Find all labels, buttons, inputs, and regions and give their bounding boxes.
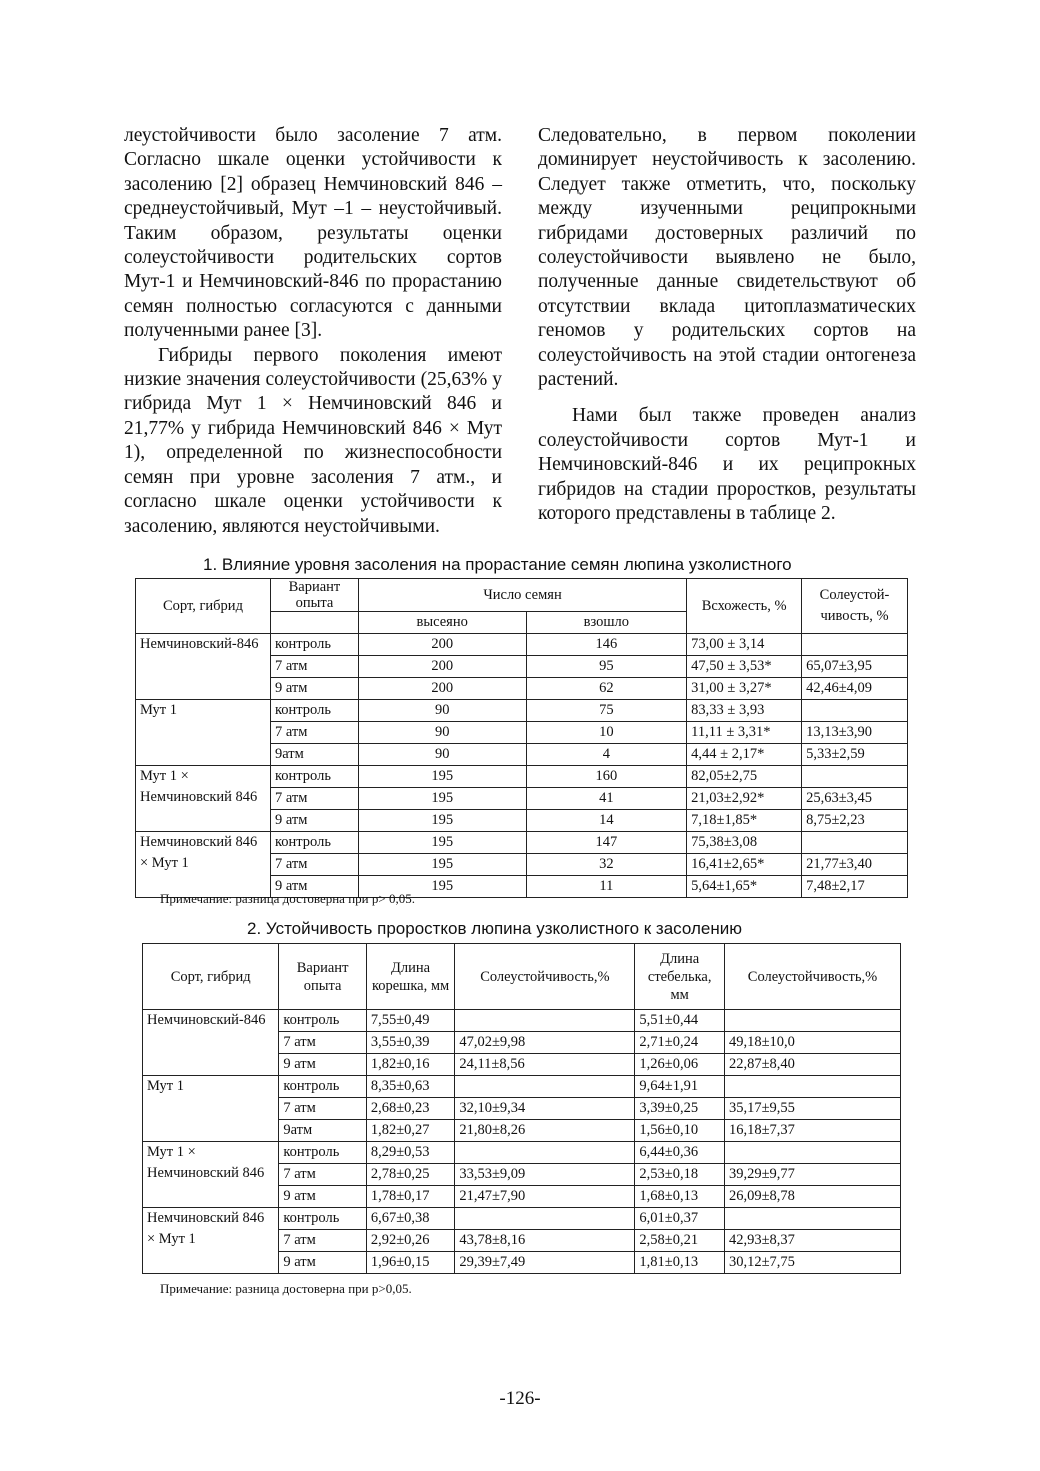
table2-stem-tolerance-cell: 42,93±8,37 [724,1230,900,1252]
table1-row [136,832,908,854]
table2-root-cell: 3,55±0,39 [366,1032,455,1054]
table2-header-stem-tolerance: Солеустойчивость,% [724,944,900,1010]
table1-variant-cell: 7 атм [270,722,358,744]
table1-tolerance-cell [802,634,908,656]
table1-header-germination: Всхожесть, % [687,579,802,634]
table2-variant-cell: 9 атм [279,1186,367,1208]
table1-variant-cell: 9 атм [270,810,358,832]
table2-header-variety: Сорт, гибрид [143,944,279,1010]
table1-tolerance-cell: 42,46±4,09 [802,678,908,700]
table1-germination-cell: 21,03±2,92* [687,788,802,810]
table2-stem-cell: 5,51±0,44 [635,1010,725,1032]
table2-root-cell: 1,96±0,15 [366,1252,455,1274]
table2-stem-cell: 1,81±0,13 [635,1252,725,1274]
table2-stem-tolerance-cell: 22,87±8,40 [724,1054,900,1076]
table2-root-cell: 8,35±0,63 [366,1076,455,1098]
table1-sown-cell: 200 [358,656,526,678]
table2-root-cell: 2,68±0,23 [366,1098,455,1120]
table1-germination-cell: 73,00 ± 3,14 [687,634,802,656]
table2-root-tolerance-cell: 47,02±9,98 [455,1032,635,1054]
table2-root-tolerance-cell [455,1208,635,1230]
table2-root-cell: 6,67±0,38 [366,1208,455,1230]
table2-header-stem: Длина стебелька, мм [635,944,725,1010]
table1-variety-cell: Мут 1 [136,700,271,766]
table1-variant-cell: контроль [270,832,358,854]
table2-stem-tolerance-cell: 26,09±8,78 [724,1186,900,1208]
table1-sprouted-cell: 10 [526,722,687,744]
table2-stem-cell: 2,53±0,18 [635,1164,725,1186]
table1-body [136,634,908,898]
table2-variant-cell: контроль [279,1010,367,1032]
table1-sown-cell: 195 [358,854,526,876]
table2-body [143,1010,901,1274]
table1-tolerance-cell: 5,33±2,59 [802,744,908,766]
table1-header-tolerance: Солеустой-чивость, % [802,579,908,634]
table1-header-seeds: Число семян [358,579,686,612]
table2-variant-cell: 7 атм [279,1098,367,1120]
table1-sprouted-cell: 146 [526,634,687,656]
table1-sprouted-cell: 95 [526,656,687,678]
table1-variety-cell: Немчиновский-846 [136,634,271,700]
table1-sown-cell: 195 [358,766,526,788]
left-text-column [124,124,502,539]
table2-variety-cell: Немчиновский-846 [143,1010,279,1076]
table2-variant-cell: 7 атм [279,1164,367,1186]
table2-root-cell: 2,92±0,26 [366,1230,455,1252]
table1-variant-cell: контроль [270,766,358,788]
table1-sown-cell: 90 [358,700,526,722]
table1-header-variant: Вариант опыта [270,579,358,612]
table1-germination-cell: 82,05±2,75 [687,766,802,788]
table1-sprouted-cell: 147 [526,832,687,854]
table2-stem-tolerance-cell: 35,17±9,55 [724,1098,900,1120]
table1-germination-cell: 5,64±1,65* [687,876,802,898]
table1-germination-cell: 47,50 ± 3,53* [687,656,802,678]
table2-variant-cell: 7 атм [279,1230,367,1252]
table2-root-cell: 8,29±0,53 [366,1142,455,1164]
table2-variant-cell: 9 атм [279,1252,367,1274]
table2-root-cell: 1,82±0,16 [366,1054,455,1076]
table2-stem-tolerance-cell: 30,12±7,75 [724,1252,900,1274]
table1-sprouted-cell: 160 [526,766,687,788]
table2-caption: 2. Устойчивость проростков люпина узколистного к засолению [247,919,742,938]
table1-tolerance-cell: 7,48±2,17 [802,876,908,898]
table1-row [136,766,908,788]
right-paragraph-1: Следовательно, в первом поколении доминирует неустойчивость к засолению. Следует также отметить, что, поскольку между изученными реципрокными гибридами достоверных различий по солеустойчивости выявлено не было, полученные данные свидетельствуют об отсутствии вклада цитоплазматических геномов у родительских сортов на солеустойчивость на этой стадии онтогенеза растений. [538,125,916,391]
table1-header-sprouted: взошло [526,612,687,634]
table2-stem-cell: 1,26±0,06 [635,1054,725,1076]
table1-tolerance-cell [802,766,908,788]
table1-variant-cell: 7 атм [270,854,358,876]
page-number: -126- [499,1388,541,1409]
table2-root-tolerance-cell: 21,47±7,90 [455,1186,635,1208]
table1-variety-cell: Немчиновский 846 × Мут 1 [136,832,271,898]
table2-root-tolerance-cell: 29,39±7,49 [455,1252,635,1274]
table1-sprouted-cell: 4 [526,744,687,766]
table2-root-cell: 7,55±0,49 [366,1010,455,1032]
table1-header-sown: высеяно [358,612,526,634]
table1-tolerance-cell: 13,13±3,90 [802,722,908,744]
table1-sown-cell: 90 [358,744,526,766]
table2-variant-cell: 7 атм [279,1032,367,1054]
table1-germination-cell: 83,33 ± 3,93 [687,700,802,722]
table2-header-row [143,944,901,1010]
table1-sown-cell: 195 [358,810,526,832]
table2-variety-cell: Мут 1 [143,1076,279,1142]
table2-root-tolerance-cell [455,1076,635,1098]
table2-root-tolerance-cell: 33,53±9,09 [455,1164,635,1186]
table2-row [143,1208,901,1230]
table1-germination-cell: 75,38±3,08 [687,832,802,854]
table1-germination-cell: 16,41±2,65* [687,854,802,876]
table1-sown-cell: 200 [358,634,526,656]
table1-tolerance-cell: 21,77±3,40 [802,854,908,876]
table2-stem-tolerance-cell: 39,29±9,77 [724,1164,900,1186]
table2-note: Примечание: разница достоверна при р>0,05. [160,1281,412,1296]
table1-sown-cell: 195 [358,876,526,898]
table1-row [136,700,908,722]
table1-variety-cell: Мут 1 × Немчиновский 846 [136,766,271,832]
table2-stem-cell: 6,01±0,37 [635,1208,725,1230]
table2-stem-cell: 1,56±0,10 [635,1120,725,1142]
table1-variant-cell: 9 атм [270,678,358,700]
table2-row [143,1010,901,1032]
table2-variant-cell: 9атм [279,1120,367,1142]
table1-tolerance-cell [802,700,908,722]
table1-sprouted-cell: 11 [526,876,687,898]
table1-tolerance-cell [802,832,908,854]
table1-variant-cell: контроль [270,634,358,656]
table1 [135,578,908,898]
table1-sown-cell: 200 [358,678,526,700]
table1-sprouted-cell: 32 [526,854,687,876]
table2-stem-cell: 3,39±0,25 [635,1098,725,1120]
table1-sown-cell: 90 [358,722,526,744]
table1-note: Примечание: разница достоверна при р> 0,05. [160,891,415,906]
table2-stem-tolerance-cell [724,1142,900,1164]
table2-variety-cell: Немчиновский 846 × Мут 1 [143,1208,279,1274]
table1-variant-cell: 7 атм [270,788,358,810]
table1-row [136,634,908,656]
table1-tolerance-cell: 25,63±3,45 [802,788,908,810]
table2-variant-cell: 9 атм [279,1054,367,1076]
table2-stem-tolerance-cell [724,1208,900,1230]
table1-header-variety: Сорт, гибрид [136,579,271,634]
table1-germination-cell: 31,00 ± 3,27* [687,678,802,700]
table2-stem-cell: 2,71±0,24 [635,1032,725,1054]
table2 [142,943,901,1274]
table1-variant-cell: 9 атм [270,876,358,898]
table2-header-root-tolerance: Солеустойчивость,% [455,944,635,1010]
table1-sprouted-cell: 41 [526,788,687,810]
table1-tolerance-cell: 65,07±3,95 [802,656,908,678]
table2-variant-cell: контроль [279,1142,367,1164]
table1-germination-cell: 11,11 ± 3,31* [687,722,802,744]
table2-stem-tolerance-cell [724,1010,900,1032]
table2-root-tolerance-cell: 43,78±8,16 [455,1230,635,1252]
table1-tolerance-cell: 8,75±2,23 [802,810,908,832]
table1-sprouted-cell: 62 [526,678,687,700]
table2-stem-tolerance-cell: 16,18±7,37 [724,1120,900,1142]
table1-variant-cell: 9атм [270,744,358,766]
table2-variety-cell: Мут 1 × Немчиновский 846 [143,1142,279,1208]
table1-germination-cell: 4,44 ± 2,17* [687,744,802,766]
right-text-column [538,124,916,527]
left-paragraph-1: леустойчивости было засоление 7 атм. Согласно шкале оценки устойчивости к засолению [2] образец Немчиновский 846 – среднеустойчивый, Мут –1 – неустойчивый. Таким образом, результаты оценки солеустойчивости родительских сортов Мут-1 и Немчиновский-846 по прорастанию семян полностью согласуются с данными полученными ранее [3]. [124,125,502,342]
table2-variant-cell: контроль [279,1076,367,1098]
table2-header-variant: Вариант опыта [279,944,367,1010]
table1-germination-cell: 7,18±1,85* [687,810,802,832]
table2-root-tolerance-cell: 21,80±8,26 [455,1120,635,1142]
table1-caption: 1. Влияние уровня засоления на прорастание семян люпина узколистного [203,555,792,574]
table2-root-tolerance-cell [455,1010,635,1032]
table2-header-root: Длина корешка, мм [366,944,455,1010]
table2-row [143,1076,901,1098]
table1-variant-cell: 7 атм [270,656,358,678]
table2-root-cell: 2,78±0,25 [366,1164,455,1186]
table2-root-tolerance-cell [455,1142,635,1164]
table2-stem-cell: 6,44±0,36 [635,1142,725,1164]
table2-row [143,1142,901,1164]
table1-sprouted-cell: 75 [526,700,687,722]
table1-sown-cell: 195 [358,832,526,854]
table2-stem-tolerance-cell [724,1076,900,1098]
table2-root-tolerance-cell: 24,11±8,56 [455,1054,635,1076]
table2-root-tolerance-cell: 32,10±9,34 [455,1098,635,1120]
table2-root-cell: 1,82±0,27 [366,1120,455,1142]
table1-header-row [136,579,908,612]
table2-stem-tolerance-cell: 49,18±10,0 [724,1032,900,1054]
table2-stem-cell: 9,64±1,91 [635,1076,725,1098]
table1-sown-cell: 195 [358,788,526,810]
table2-stem-cell: 2,58±0,21 [635,1230,725,1252]
table1-variant-cell: контроль [270,700,358,722]
right-paragraph-2: Нами был также проведен анализ солеустойчивости сортов Мут-1 и Немчиновский-846 и их реципрокных гибридов на стадии проростков, результаты которого представлены в таблице 2. [538,405,916,525]
table2-root-cell: 1,78±0,17 [366,1186,455,1208]
table1-sprouted-cell: 14 [526,810,687,832]
table2-variant-cell: контроль [279,1208,367,1230]
table2-stem-cell: 1,68±0,13 [635,1186,725,1208]
left-paragraph-2: Гибриды первого поколения имеют низкие значения солеустойчивости (25,63% у гибрида Мут 1 × Немчиновский 846 и 21,77% у гибрида Немчиновский 846 × Мут 1), определенной по жизнеспособности семян при уровне засоления 7 атм., и согласно шкале оценки устойчивости к засолению, являются неустойчивыми. [124,344,502,537]
